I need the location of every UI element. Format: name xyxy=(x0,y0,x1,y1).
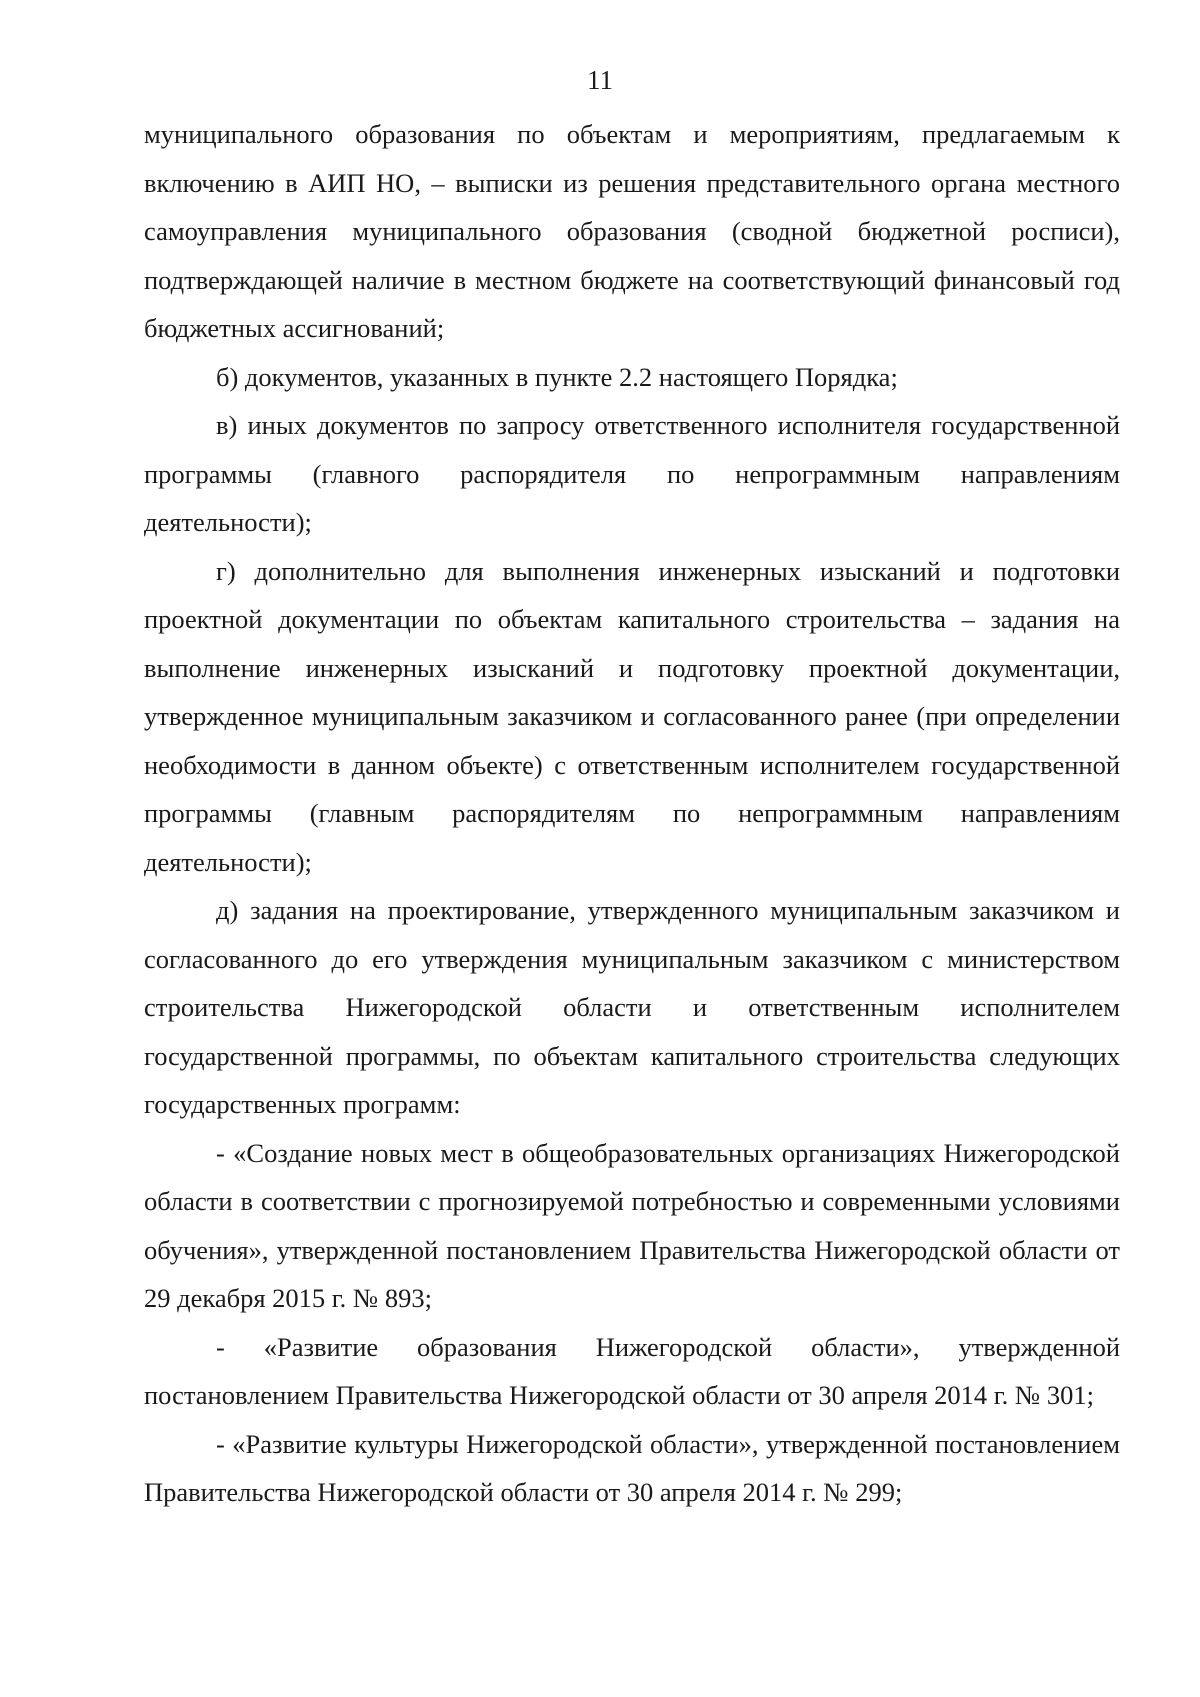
document-body xyxy=(144,110,1120,1517)
paragraph-continuation: муниципального образования по объектам и мероприятиям, предлагаемым к включению в АИП НО, – выписки из решения представительного органа местного самоуправления муниципального образования (сводной бюджетной росписи), подтверждающей наличие в местном бюджете на соответствующий финансовый год бюджетных ассигнований; xyxy=(144,119,1120,343)
paragraph-item-v: в) иных документов по запросу ответственного исполнителя государственной программы (главного распорядителя по непрограммным направлениям деятельности); xyxy=(144,410,1120,537)
paragraph-item-d: д) задания на проектирование, утвержденного муниципальным заказчиком и согласованного до его утверждения муниципальным заказчиком с министерством строительства Нижегородской области и ответственным исполнителем государственной программы, по объектам капитального строительства следующих государственных программ: xyxy=(144,895,1120,1119)
list-item-program-new-school-places: - «Создание новых мест в общеобразовательных организациях Нижегородской области в соответствии с прогнозируемой потребностью и современными условиями обучения», утвержденной постановлением Правительства Нижегородской области от 29 декабря 2015 г. № 893; xyxy=(144,1137,1120,1313)
list-item-program-education: - «Развитие образования Нижегородской области», утвержденной постановлением Правительства Нижегородской области от 30 апреля 2014 г. № 301; xyxy=(144,1331,1120,1410)
page-number: 11 xyxy=(587,65,613,95)
list-item-program-culture: - «Развитие культуры Нижегородской области», утвержденной постановлением Правительства Нижегородской области от 30 апреля 2014 г. № 299; xyxy=(144,1428,1120,1507)
paragraph-item-g: г) дополнительно для выполнения инженерных изысканий и подготовки проектной документации по объектам капитального строительства – задания на выполнение инженерных изысканий и подготовку проектной документации, утвержденное муниципальным заказчиком и согласованного ранее (при определении необходимости в данном объекте) с ответственным исполнителем государственной программы (главным распорядителям по непрограммным направлениям деятельности); xyxy=(144,555,1120,877)
paragraph-item-b: б) документов, указанных в пункте 2.2 настоящего Порядка; xyxy=(216,361,898,392)
